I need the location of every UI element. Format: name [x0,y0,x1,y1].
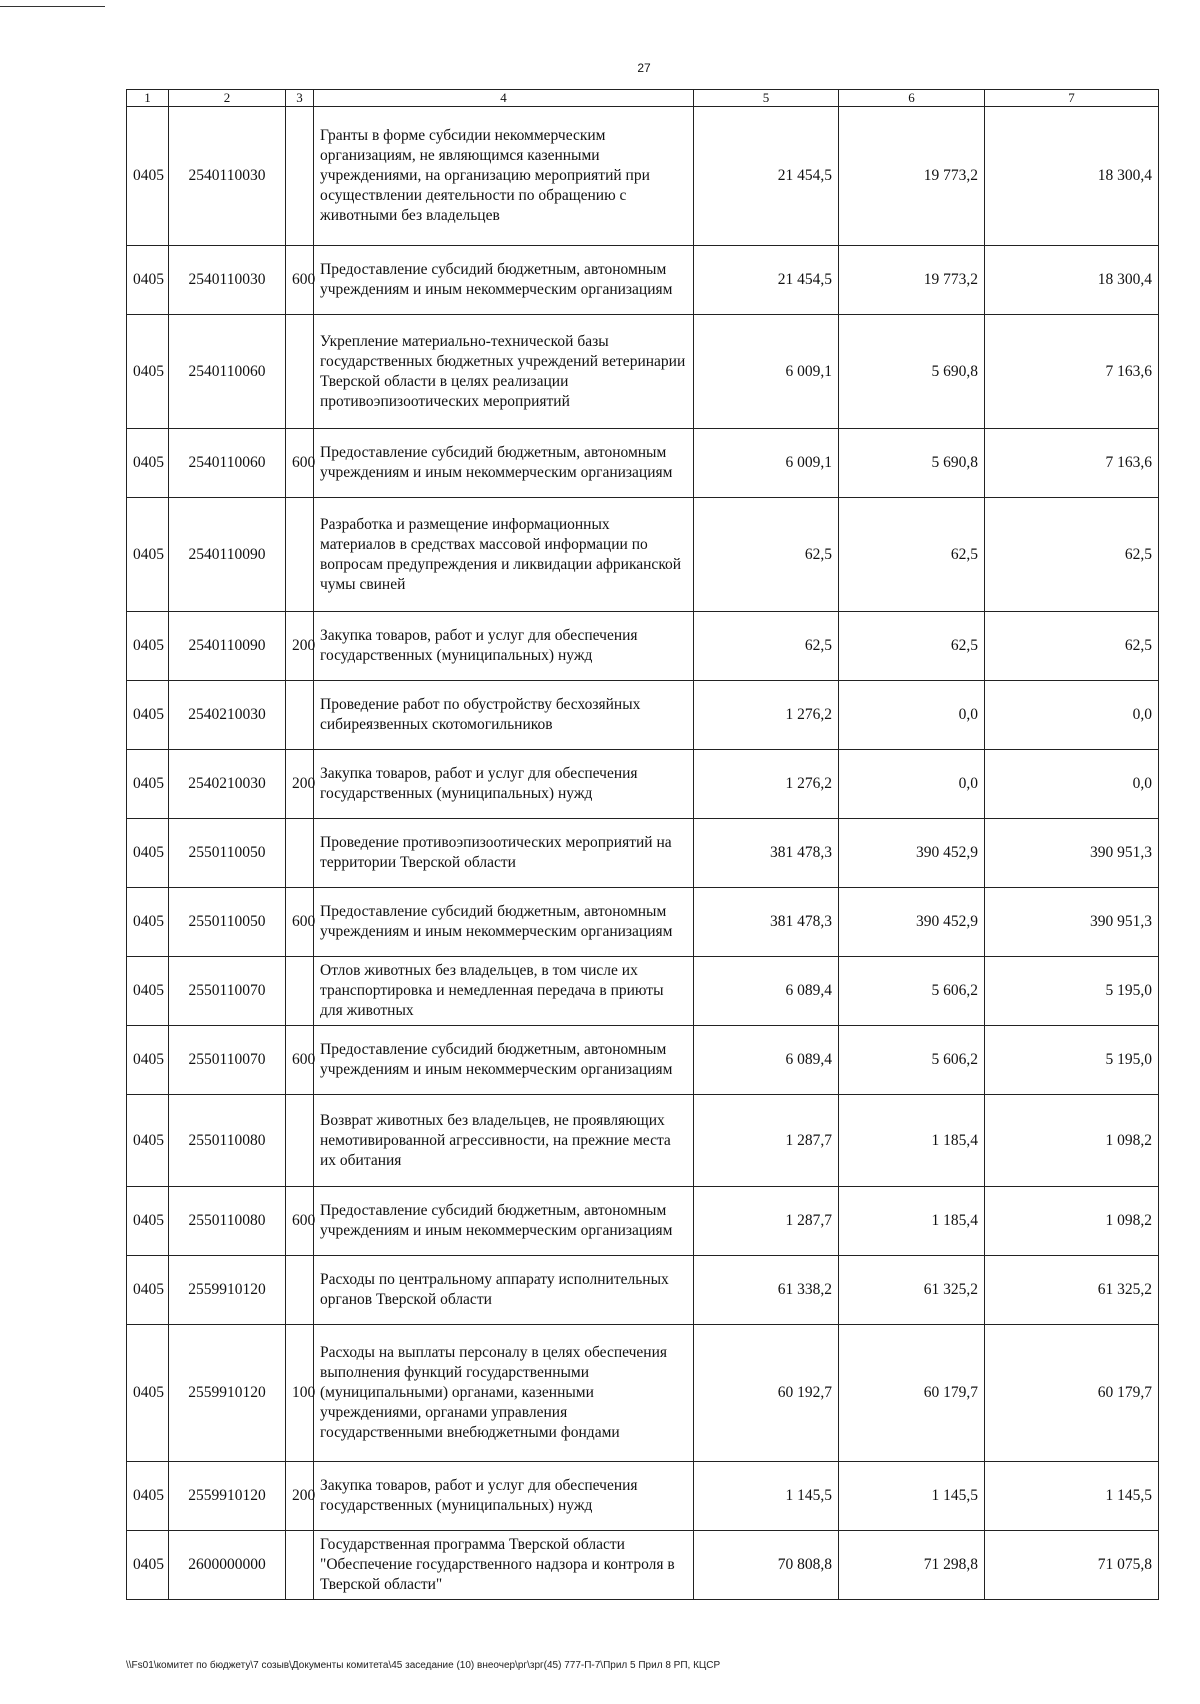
value-col7: 61 325,2 [985,1256,1159,1325]
budget-table [126,89,1159,1600]
value-col6: 390 452,9 [839,819,985,888]
value-col6: 5 606,2 [839,957,985,1026]
section-code: 0405 [127,750,169,819]
target-article: 2550110070 [169,1026,286,1095]
expense-kind: 600 [286,246,314,315]
target-article: 2540210030 [169,681,286,750]
row-name: Предоставление субсидий бюджетным, автономным учреждениям и иным некоммерческим организациям [314,888,694,957]
row-name: Предоставление субсидий бюджетным, автономным учреждениям и иным некоммерческим организациям [314,1187,694,1256]
value-col5: 21 454,5 [694,246,839,315]
value-col6: 19 773,2 [839,107,985,246]
expense-kind [286,498,314,612]
table-row [127,888,1159,957]
table-row [127,1531,1159,1600]
value-col5: 1 287,7 [694,1187,839,1256]
value-col6: 61 325,2 [839,1256,985,1325]
target-article: 2550110070 [169,957,286,1026]
value-col7: 18 300,4 [985,246,1159,315]
expense-kind [286,957,314,1026]
row-name: Разработка и размещение информационных материалов в средствах массовой информации по вопросам предупреждения и ликвидации африканской чумы свиней [314,498,694,612]
section-code: 0405 [127,681,169,750]
table-row [127,315,1159,429]
row-name: Проведение работ по обустройству бесхозяйных сибиреязвенных скотомогильников [314,681,694,750]
section-code: 0405 [127,1531,169,1600]
section-code: 0405 [127,1095,169,1187]
table-row [127,1187,1159,1256]
section-code: 0405 [127,246,169,315]
value-col5: 60 192,7 [694,1325,839,1462]
value-col5: 61 338,2 [694,1256,839,1325]
target-article: 2540110030 [169,107,286,246]
section-code: 0405 [127,1462,169,1531]
column-header: 7 [985,90,1159,107]
table-row [127,1462,1159,1531]
section-code: 0405 [127,498,169,612]
value-col5: 62,5 [694,612,839,681]
table-row [127,498,1159,612]
table-row [127,819,1159,888]
row-name: Расходы на выплаты персоналу в целях обеспечения выполнения функций государственными (муниципальными) органами, казенными учреждениями, органами управления государственными внебюджетными фондами [314,1325,694,1462]
expense-kind: 200 [286,1462,314,1531]
row-name: Возврат животных без владельцев, не проявляющих немотивированной агрессивности, на прежние места их обитания [314,1095,694,1187]
value-col5: 381 478,3 [694,888,839,957]
value-col5: 6 089,4 [694,1026,839,1095]
value-col7: 390 951,3 [985,819,1159,888]
expense-kind [286,107,314,246]
expense-kind [286,1256,314,1325]
value-col6: 62,5 [839,498,985,612]
target-article: 2540110090 [169,612,286,681]
value-col7: 62,5 [985,612,1159,681]
target-article: 2550110050 [169,819,286,888]
row-name: Расходы по центральному аппарату исполнительных органов Тверской области [314,1256,694,1325]
value-col7: 1 098,2 [985,1095,1159,1187]
table-row [127,681,1159,750]
column-header: 5 [694,90,839,107]
column-header: 1 [127,90,169,107]
row-name: Укрепление материально-технической базы государственных бюджетных учреждений ветеринарии Тверской области в целях реализации противоэпизоотических мероприятий [314,315,694,429]
expense-kind: 600 [286,888,314,957]
expense-kind: 200 [286,612,314,681]
value-col5: 1 287,7 [694,1095,839,1187]
expense-kind [286,819,314,888]
column-number-row [127,90,1159,107]
scan-artifact-line [0,6,105,7]
value-col5: 6 009,1 [694,429,839,498]
target-article: 2540110090 [169,498,286,612]
target-article: 2559910120 [169,1256,286,1325]
expense-kind: 600 [286,1026,314,1095]
row-name: Закупка товаров, работ и услуг для обеспечения государственных (муниципальных) нужд [314,750,694,819]
target-article: 2540110060 [169,315,286,429]
table-row [127,246,1159,315]
value-col7: 7 163,6 [985,429,1159,498]
target-article: 2540110030 [169,246,286,315]
table-row [127,1026,1159,1095]
section-code: 0405 [127,819,169,888]
value-col7: 0,0 [985,681,1159,750]
value-col5: 1 145,5 [694,1462,839,1531]
value-col6: 1 185,4 [839,1187,985,1256]
value-col5: 62,5 [694,498,839,612]
value-col7: 60 179,7 [985,1325,1159,1462]
section-code: 0405 [127,107,169,246]
table-row [127,1256,1159,1325]
value-col5: 6 009,1 [694,315,839,429]
section-code: 0405 [127,315,169,429]
target-article: 2550110050 [169,888,286,957]
row-name: Предоставление субсидий бюджетным, автономным учреждениям и иным некоммерческим организациям [314,246,694,315]
expense-kind [286,1531,314,1600]
table-row [127,1095,1159,1187]
target-article: 2550110080 [169,1187,286,1256]
value-col6: 5 606,2 [839,1026,985,1095]
section-code: 0405 [127,1187,169,1256]
target-article: 2600000000 [169,1531,286,1600]
column-header: 2 [169,90,286,107]
value-col7: 62,5 [985,498,1159,612]
row-name: Государственная программа Тверской области "Обеспечение государственного надзора и контроля в Тверской области" [314,1531,694,1600]
value-col6: 390 452,9 [839,888,985,957]
value-col6: 71 298,8 [839,1531,985,1600]
table-row [127,957,1159,1026]
value-col7: 5 195,0 [985,957,1159,1026]
row-name: Закупка товаров, работ и услуг для обеспечения государственных (муниципальных) нужд [314,612,694,681]
value-col7: 0,0 [985,750,1159,819]
target-article: 2559910120 [169,1325,286,1462]
section-code: 0405 [127,1026,169,1095]
value-col6: 62,5 [839,612,985,681]
value-col6: 0,0 [839,750,985,819]
value-col7: 5 195,0 [985,1026,1159,1095]
value-col7: 18 300,4 [985,107,1159,246]
row-name: Гранты в форме субсидии некоммерческим организациям, не являющимся казенными учреждениями, на организацию мероприятий при осуществлении деятельности по обращению с животными без владельцев [314,107,694,246]
target-article: 2540110060 [169,429,286,498]
section-code: 0405 [127,888,169,957]
row-name: Закупка товаров, работ и услуг для обеспечения государственных (муниципальных) нужд [314,1462,694,1531]
file-path-footer: \\Fs01\комитет по бюджету\7 созыв\Документы комитета\45 заседание (10) внеочер\рг\зрг(45) 777-П-7\Прил 5 Прил 8 РП, КЦСР [126,1660,721,1671]
expense-kind: 200 [286,750,314,819]
target-article: 2559910120 [169,1462,286,1531]
column-header: 6 [839,90,985,107]
section-code: 0405 [127,957,169,1026]
value-col6: 1 185,4 [839,1095,985,1187]
expense-kind [286,1095,314,1187]
expense-kind: 600 [286,1187,314,1256]
table-row [127,429,1159,498]
value-col7: 7 163,6 [985,315,1159,429]
row-name: Отлов животных без владельцев, в том числе их транспортировка и немедленная передача в приюты для животных [314,957,694,1026]
target-article: 2540210030 [169,750,286,819]
value-col7: 390 951,3 [985,888,1159,957]
page-number: 27 [637,61,651,75]
column-header: 3 [286,90,314,107]
expense-kind [286,315,314,429]
value-col5: 21 454,5 [694,107,839,246]
section-code: 0405 [127,1325,169,1462]
row-name: Предоставление субсидий бюджетным, автономным учреждениям и иным некоммерческим организациям [314,429,694,498]
value-col6: 1 145,5 [839,1462,985,1531]
expense-kind: 100 [286,1325,314,1462]
column-header: 4 [314,90,694,107]
value-col7: 71 075,8 [985,1531,1159,1600]
value-col5: 6 089,4 [694,957,839,1026]
section-code: 0405 [127,612,169,681]
section-code: 0405 [127,1256,169,1325]
value-col7: 1 098,2 [985,1187,1159,1256]
value-col6: 5 690,8 [839,315,985,429]
table-row [127,612,1159,681]
expense-kind: 600 [286,429,314,498]
value-col6: 19 773,2 [839,246,985,315]
value-col5: 1 276,2 [694,750,839,819]
table-row [127,107,1159,246]
value-col7: 1 145,5 [985,1462,1159,1531]
value-col5: 1 276,2 [694,681,839,750]
value-col6: 5 690,8 [839,429,985,498]
value-col5: 381 478,3 [694,819,839,888]
row-name: Предоставление субсидий бюджетным, автономным учреждениям и иным некоммерческим организациям [314,1026,694,1095]
row-name: Проведение противоэпизоотических мероприятий на территории Тверской области [314,819,694,888]
section-code: 0405 [127,429,169,498]
value-col6: 60 179,7 [839,1325,985,1462]
target-article: 2550110080 [169,1095,286,1187]
value-col6: 0,0 [839,681,985,750]
table-row [127,1325,1159,1462]
value-col5: 70 808,8 [694,1531,839,1600]
table-row [127,750,1159,819]
expense-kind [286,681,314,750]
